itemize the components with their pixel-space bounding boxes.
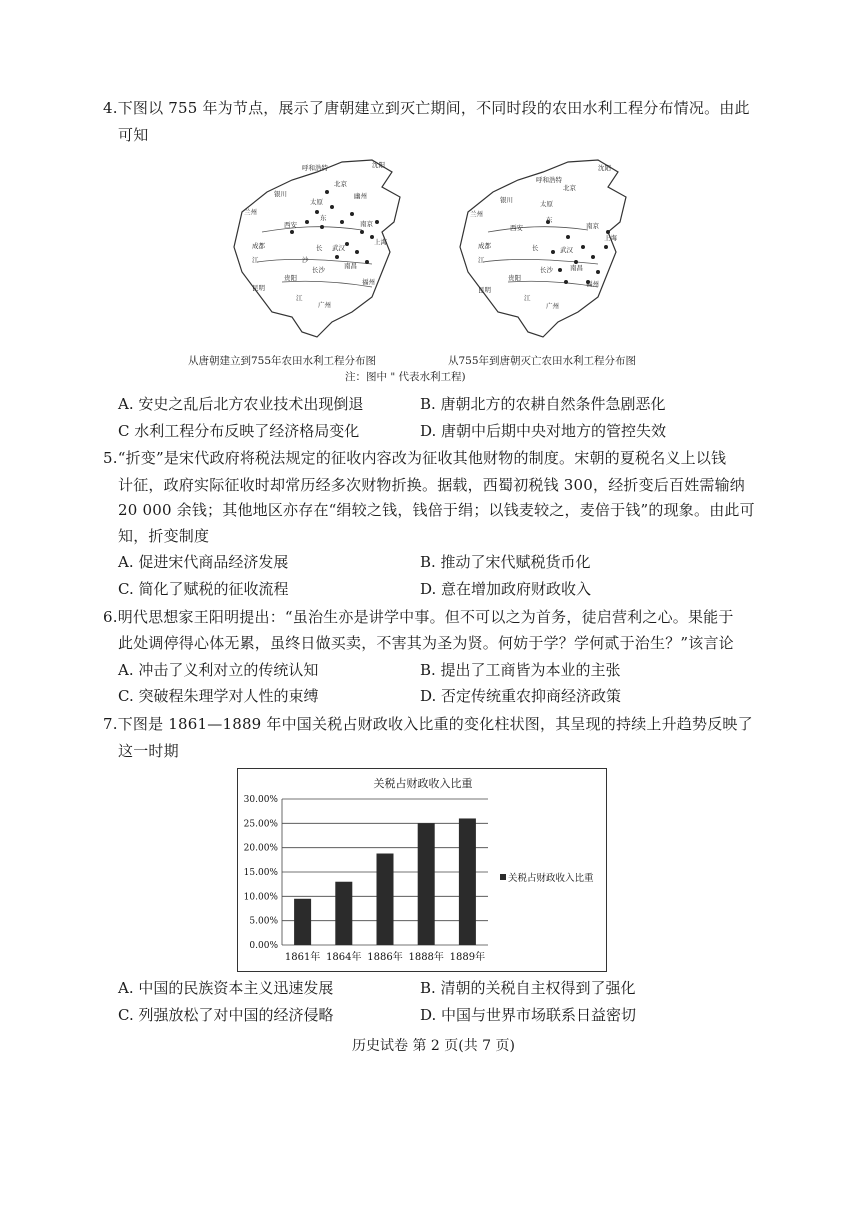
q4-option-c: C 水利工程分布反映了经济格局变化 [118, 422, 360, 440]
chart-xtick-label: 1861年 [284, 952, 321, 963]
map-left-label-1: 北京 [334, 180, 347, 188]
q6-option-b: B. 提出了工商皆为本业的主张 [420, 661, 621, 679]
map-left-label-17: 南昌 [344, 262, 357, 270]
q6-line1: 6.明代思想家王阳明提出：“虽治生亦是讲学中事。但不可以之为首务，徒启营利之心。果能于 [103, 608, 734, 626]
q5-line3: 20 000 余钱；其他地区亦存在“绢较之钱，钱倍于绢；以钱麦较之，麦倍于钱”的现象。由此可 [118, 501, 755, 519]
map-right-label-6: 西安 [510, 224, 523, 232]
map-left-label-14: 成都 [252, 242, 265, 250]
q7-option-b: B. 清朝的关税自主权得到了强化 [420, 979, 636, 997]
map-note: 注：图中 " 代表水利工程) [345, 371, 466, 383]
chart-title: 关税占财政收入比重 [373, 777, 473, 790]
chart-bar [335, 882, 352, 945]
tariff-chart-svg [238, 769, 606, 971]
map-left-label-5: 兰州 [244, 208, 257, 216]
q5-line1: 5.“折变”是宋代政府将税法规定的征收内容改为征收其他财物的制度。宋朝的夏税名义上以钱 [103, 449, 727, 467]
map-left-label-8: 东 [320, 214, 327, 222]
q4-stem-line1: 4.下图以 755 年为节点，展示了唐朝建立到灭亡期间，不同时段的农田水利工程分布情况。由此 [103, 99, 750, 117]
chart-xtick-label: 1888年 [408, 952, 444, 963]
map-right-label-10: 上海 [604, 234, 617, 242]
chart-ytick-label: 30.00% [243, 795, 278, 805]
q5-line2: 计征，政府实际征收时却常历经多次财物折换。据载，西蜀初税钱 300，经折变后百姓需输纳 [118, 476, 746, 494]
q6-option-d: D. 否定传统重农抑商经济政策 [420, 687, 622, 705]
q4-option-a: A. 安史之乱后北方农业技术出现倒退 [118, 395, 364, 413]
map-left-label-16: 长沙 [312, 266, 325, 274]
q7-option-a: A. 中国的民族资本主义迅速发展 [118, 979, 334, 997]
map-left-label-13: 武汉 [332, 244, 345, 252]
chart-ytick-label: 0.00% [249, 941, 278, 951]
tariff-chart [237, 768, 607, 972]
map-right-label-9: 南京 [586, 222, 599, 230]
map-right-label-7: 东 [546, 216, 553, 224]
q4-option-d: D. 唐朝中后期中央对地方的管控失效 [420, 422, 667, 440]
q7-line2: 这一时期 [118, 742, 179, 760]
chart-bar [377, 854, 394, 945]
chart-ytick-label: 10.00% [243, 892, 278, 903]
map-left-label-21: 广州 [318, 301, 331, 309]
tang-map-after-755 [448, 152, 644, 352]
chart-ytick-label: 15.00% [243, 868, 278, 878]
map-right-label-20: 江 [524, 294, 531, 302]
map-left-label-10: 沙 [302, 256, 309, 264]
map-right-label-13: 江 [478, 256, 485, 264]
map-right-label-2: 北京 [563, 184, 576, 192]
chart-xtick-label: 1886年 [367, 952, 403, 963]
map-right-label-5: 兰州 [470, 210, 483, 218]
map-right-caption: 从755年到唐朝灭亡农田水利工程分布图 [448, 355, 637, 367]
map-right-label-12: 成都 [478, 242, 491, 250]
chart-bar [294, 899, 311, 945]
map-right-label-3: 银川 [500, 196, 513, 204]
chart-xtick-label: 1864年 [326, 952, 362, 963]
q5-line4: 知，折变制度 [118, 527, 210, 545]
q6-line2: 此处调停得心体无累，虽终日做买卖，不害其为圣为贤。何妨于学？学何贰于治生？”该言论 [118, 634, 734, 652]
q6-option-c: C. 突破程朱理学对人性的束缚 [118, 687, 319, 705]
chart-ytick-label: 25.00% [243, 819, 278, 830]
q4-stem-line2: 可知 [118, 126, 149, 144]
map-left-label-19: 福州 [362, 278, 375, 286]
map-right-label-18: 昆明 [478, 286, 491, 294]
chart-ytick-label: 5.00% [249, 916, 278, 927]
chart-bar [418, 823, 435, 945]
map-left-label-6: 太原 [310, 198, 323, 206]
map-right-label-17: 福州 [586, 280, 599, 288]
q5-option-b: B. 推动了宋代赋税货币化 [420, 553, 591, 571]
q7-option-d: D. 中国与世界市场联系日益密切 [420, 1006, 637, 1024]
map-left-label-0: 呼和浩特 [302, 164, 328, 172]
tang-map-before-755 [222, 152, 418, 352]
q7-option-c: C. 列强放松了对中国的经济侵略 [118, 1006, 334, 1024]
map-right-label-15: 南昌 [570, 264, 583, 272]
map-left-label-15: 江 [252, 256, 259, 264]
map-left-label-12: 上海 [374, 238, 387, 246]
map-left-label-2: 沈阳 [372, 161, 385, 169]
map-left-label-18: 贵阳 [284, 274, 297, 282]
map-left-label-3: 幽州 [354, 192, 367, 200]
map-right-label-16: 贵阳 [508, 274, 521, 282]
map-right-label-0: 沈阳 [598, 164, 611, 172]
map-left-label-20: 昆明 [252, 284, 265, 292]
map-right-label-8: 长 [532, 244, 539, 252]
chart-bar [459, 818, 476, 945]
map-left-label-7: 西安 [284, 221, 297, 229]
map-left-label-9: 长 [316, 244, 323, 252]
map-right-label-11: 武汉 [560, 246, 573, 254]
q7-line1: 7.下图是 1861—1889 年中国关税占财政收入比重的变化柱状图，其呈现的持续上升趋势反映了 [103, 715, 753, 733]
chart-xtick-label: 1889年 [449, 952, 486, 963]
page-footer: 历史试卷 第 2 页(共 7 页) [352, 1038, 515, 1054]
map-right-label-19: 广州 [546, 302, 559, 310]
legend-swatch [500, 874, 506, 880]
map-left-caption: 从唐朝建立到755年农田水利工程分布图 [188, 355, 377, 367]
map-left-label-4: 银川 [274, 190, 287, 198]
legend-label: 关税占财政收入比重 [508, 873, 594, 884]
map-right-label-1: 呼和浩特 [536, 176, 562, 184]
q5-option-a: A. 促进宋代商品经济发展 [118, 553, 289, 571]
q5-option-d: D. 意在增加政府财政收入 [420, 580, 592, 598]
q5-option-c: C. 简化了赋税的征收流程 [118, 580, 289, 598]
chart-ytick-label: 20.00% [243, 843, 278, 854]
map-right-label-14: 长沙 [540, 266, 553, 274]
q4-option-b: B. 唐朝北方的农耕自然条件急剧恶化 [420, 395, 666, 413]
map-left-label-22: 江 [296, 294, 303, 302]
map-left-label-11: 南京 [360, 220, 373, 228]
q6-option-a: A. 冲击了义利对立的传统认知 [118, 661, 319, 679]
map-right-label-4: 太原 [540, 200, 553, 208]
